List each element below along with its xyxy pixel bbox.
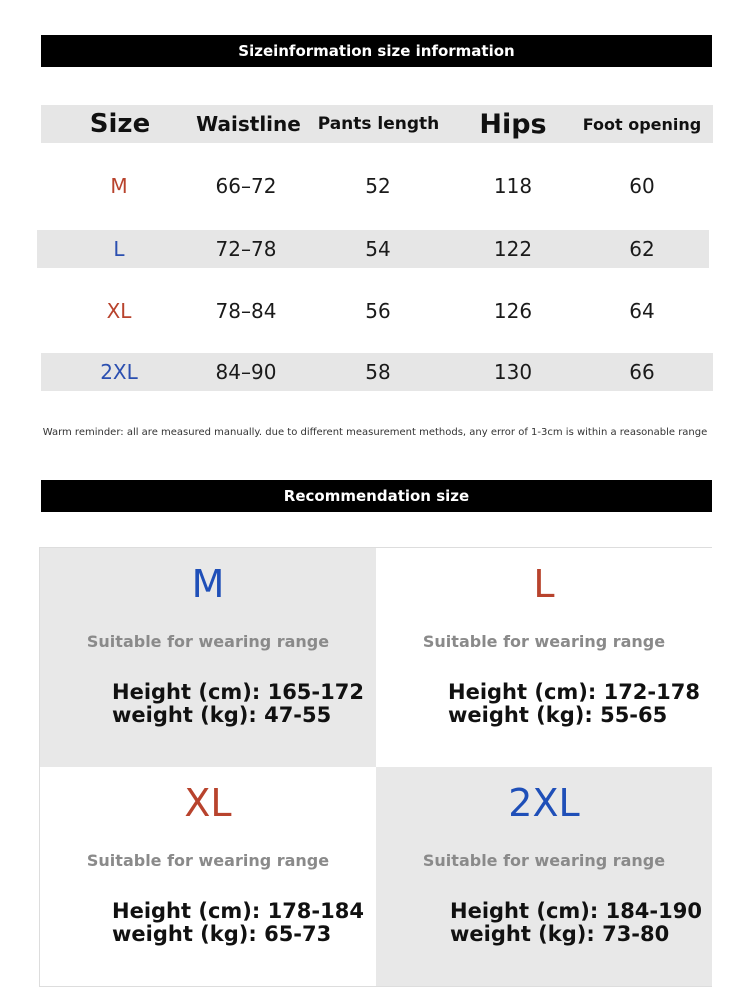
header-size: Size: [89, 109, 151, 139]
size-specs: [112, 681, 364, 727]
measurement-note: Warm reminder: all are measured manually. due to different measurement methods, any error of 1-3cm is within a reasonable range: [42, 427, 708, 438]
header-hips: Hips: [479, 108, 547, 140]
waistline-cell: 78–84: [215, 299, 277, 323]
pants-length-cell: 54: [365, 237, 391, 261]
weight-range: weight (kg): 47-55: [112, 703, 332, 727]
weight-range: weight (kg): 65-73: [112, 922, 332, 946]
recommendation-card-2xl: [376, 767, 712, 986]
header-waistline: Waistline: [196, 112, 301, 136]
suitable-range-label: Suitable for wearing range: [86, 632, 330, 651]
hips-cell: 122: [493, 237, 533, 261]
table-row: [41, 167, 713, 205]
recommendation-card-m: [40, 548, 376, 767]
height-range: Height (cm): 178-184: [112, 899, 364, 923]
size-cell: M: [110, 174, 128, 198]
recommendation-title: Recommendation size: [283, 487, 470, 505]
pants-length-cell: 52: [365, 174, 391, 198]
waistline-cell: 72–78: [215, 237, 277, 261]
size-information-title: Sizeinformation size information: [238, 42, 515, 60]
foot-opening-cell: 66: [629, 360, 655, 384]
size-specs: [112, 900, 364, 946]
hips-cell: 118: [493, 174, 533, 198]
table-header-row: [41, 105, 713, 143]
size-specs: [448, 681, 700, 727]
header-pants-length: Pants length: [317, 114, 440, 134]
header-foot-opening: Foot opening: [582, 114, 702, 134]
recommended-size: L: [533, 562, 555, 606]
hips-cell: 126: [493, 299, 533, 323]
waistline-cell: 66–72: [215, 174, 277, 198]
size-cell: L: [113, 237, 125, 261]
recommended-size: M: [191, 562, 225, 606]
foot-opening-cell: 64: [629, 299, 655, 323]
pants-length-cell: 56: [365, 299, 391, 323]
height-range: Height (cm): 165-172: [112, 680, 364, 704]
pants-length-cell: 58: [365, 360, 391, 384]
recommendation-card-xl: [40, 767, 376, 986]
recommendation-grid: [39, 547, 712, 987]
suitable-range-label: Suitable for wearing range: [422, 851, 666, 870]
table-row: [41, 292, 713, 330]
foot-opening-cell: 60: [629, 174, 655, 198]
waistline-cell: 84–90: [215, 360, 277, 384]
recommended-size: XL: [184, 781, 232, 825]
foot-opening-cell: 62: [629, 237, 655, 261]
recommendation-card-l: [376, 548, 712, 767]
size-cell: 2XL: [100, 360, 138, 384]
weight-range: weight (kg): 73-80: [450, 922, 670, 946]
table-row: [37, 230, 709, 268]
table-row: [41, 353, 713, 391]
size-specs: [450, 900, 702, 946]
height-range: Height (cm): 184-190: [450, 899, 702, 923]
weight-range: weight (kg): 55-65: [448, 703, 668, 727]
size-cell: XL: [106, 299, 132, 323]
recommended-size: 2XL: [508, 781, 580, 825]
size-information-banner: [41, 35, 712, 67]
suitable-range-label: Suitable for wearing range: [86, 851, 330, 870]
suitable-range-label: Suitable for wearing range: [422, 632, 666, 651]
height-range: Height (cm): 172-178: [448, 680, 700, 704]
hips-cell: 130: [493, 360, 533, 384]
recommendation-banner: [41, 480, 712, 512]
